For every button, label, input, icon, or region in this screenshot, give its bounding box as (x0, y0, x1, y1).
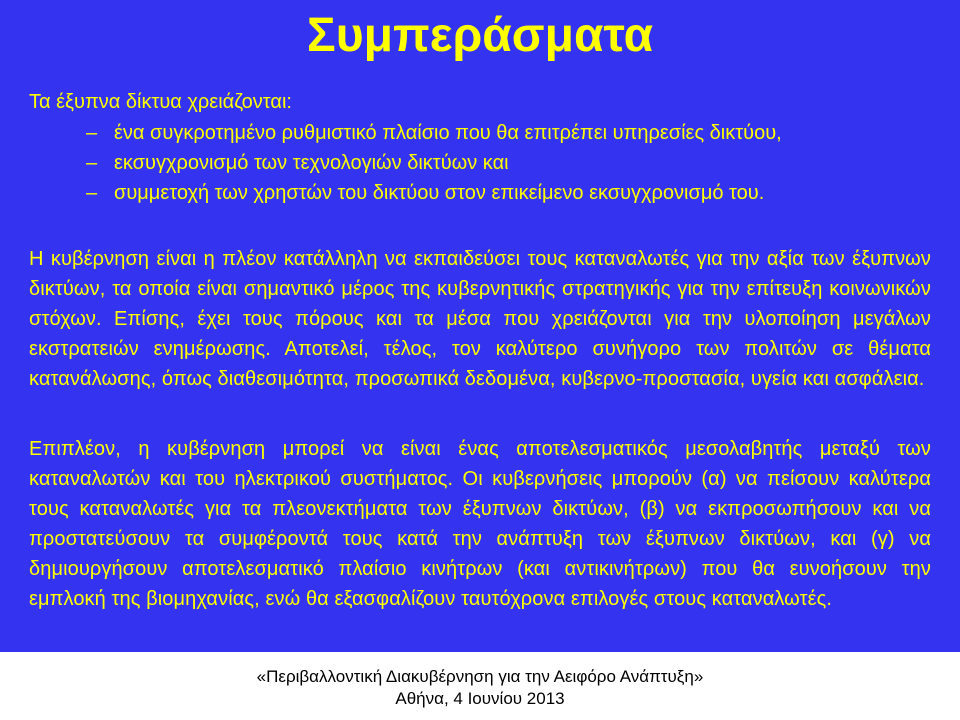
bullet-text: εκσυγχρονισμό των τεχνολογιών δικτύων και (114, 152, 509, 174)
paragraph-government-education: Η κυβέρνηση είναι η πλέον κατάλληλη να εκπαιδεύσει τους καταναλωτές για την αξία των έξυπνων δικτύων, τα οποία είναι σημαντικό μέρος της κυβερνητικής στρατηγικής για την επίτευξη κοινωνικών στόχων. Επίσης, έχει τους πόρους και τα μέσα που χρειάζονται για την υλοποίηση μεγάλων εκστρατειών ενημέρωσης. Αποτελεί, τέλος, τον καλύτερο συνήγορο των πολιτών σε θέματα κατανάλωσης, όπως διαθεσιμότητα, προσωπικά δεδομένα, κυβερνο-προστασία, υγεία και ασφάλεια. (29, 248, 931, 390)
bullet-text: ένα συγκροτημένο ρυθμιστικό πλαίσιο που θα επιτρέπει υπηρεσίες δικτύου, (114, 122, 782, 144)
paragraph-government-mediator: Επιπλέον, η κυβέρνηση μπορεί να είναι ένας αποτελεσματικός μεσολαβητής μεταξύ των καταναλωτών και του ηλεκτρικού συστήματος. Οι κυβερνήσεις μπορούν (α) να πείσουν καλύτερα τους καταναλωτές για τα πλεονεκτήματα των έξυπνων δικτύων, (β) να εκπροσωπήσουν και να προστατεύσουν τα συμφέροντά τους κατά την ανάπτυξη των έξυπνων δικτύων, και (γ) να δημιουργήσουν αποτελεσματικό πλαίσιο κινήτρων (και αντικινήτρων) που θα ευνοήσουν την εμπλοκή της βιομηχανίας, ενώ θα εξασφαλίζουν ταυτόχρονα επιλογές στους καταναλωτές. (29, 438, 931, 610)
bullet-item (86, 178, 782, 208)
footer-date: Αθήνα, 4 Ιουνίου 2013 (395, 689, 565, 708)
footer-event-title: «Περιβαλλοντική Διακυβέρνηση για την Αειφόρο Ανάπτυξη» (256, 667, 704, 686)
bullet-dash: – (86, 152, 98, 174)
bullet-dash: – (86, 122, 98, 144)
bullet-item (86, 148, 782, 178)
bullet-text: συμμετοχή των χρηστών του δικτύου στον επικείμενο εκσυγχρονισμό του. (114, 182, 765, 204)
intro-text: Τα έξυπνα δίκτυα χρειάζονται: (29, 91, 292, 113)
bullet-dash: – (86, 182, 98, 204)
bullet-list (86, 118, 782, 208)
slide-title: Συμπεράσματα (306, 9, 654, 62)
bullet-item (86, 118, 782, 148)
footer (0, 652, 960, 720)
